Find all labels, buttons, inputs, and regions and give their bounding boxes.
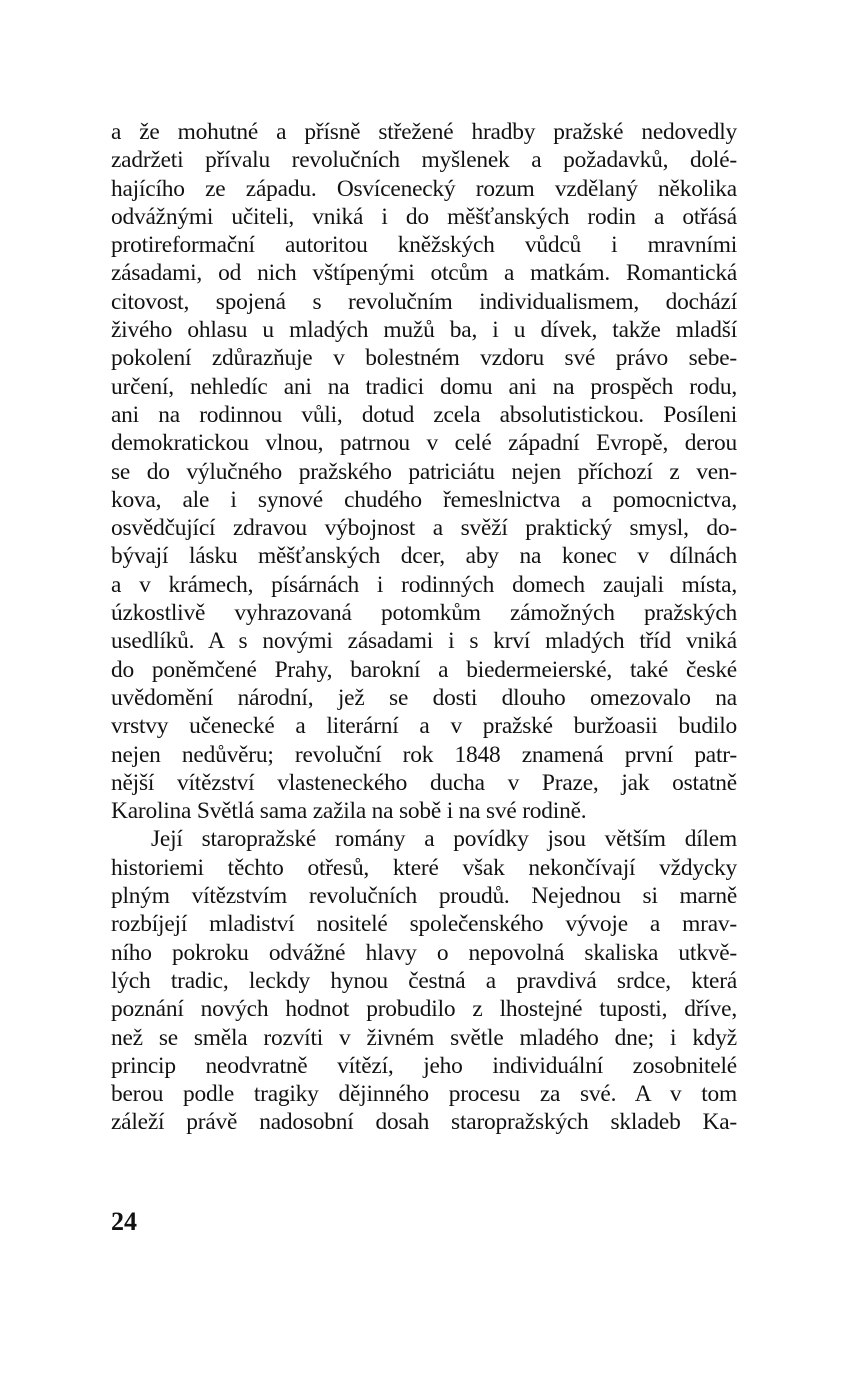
page-number: 24 (111, 1207, 137, 1236)
text-line: hajícího ze západu. Osvícenecký rozum vzdělaný několika (111, 175, 737, 202)
text-line: nější vítězství vlasteneckého ducha v Praze, jak ostatně (111, 769, 737, 796)
text-line: citovost, spojená s revolučním individualismem, dochází (111, 288, 737, 315)
text-line: do poněmčené Prahy, barokní a biedermeierské, také české (111, 656, 737, 683)
text-line: a že mohutné a přísně střežené hradby pražské nedovedly (111, 119, 737, 145)
paragraph-2 (111, 825, 737, 1136)
text-line: protireformační autoritou kněžských vůdců i mravními (111, 232, 737, 259)
text-line: záleží právě nadosobní dosah staropražských skladeb Ka- (111, 1109, 737, 1136)
text-line: kova, ale i synové chudého řemeslnictva a pomocnictva, (111, 486, 737, 513)
text-line: bývají lásku měšťanských dcer, aby na konec v dílnách (111, 543, 737, 570)
text-line: ního pokroku odvážné hlavy o nepovolná skaliska utkvě- (111, 939, 737, 966)
text-line: nejen nedůvěru; revoluční rok 1848 znamená první patr- (111, 741, 737, 768)
text-line: ani na rodinnou vůli, dotud zcela absolutistickou. Posíleni (111, 401, 737, 428)
text-line: se do výlučného pražského patriciátu nejen příchozí z ven- (111, 458, 737, 485)
text-line: úzkostlivě vyhrazovaná potomkům zámožných pražských (111, 600, 737, 627)
text-line: demokratickou vlnou, patrnou v celé západní Evropě, derou (111, 430, 737, 457)
text-line: zadržeti přívalu revolučních myšlenek a požadavků, dolé- (111, 147, 737, 174)
text-line: uvědomění národní, jež se dosti dlouho omezovalo na (111, 684, 737, 711)
text-line: Karolina Světlá sama zažila na sobě i na své rodině. (111, 798, 587, 825)
text-line: než se směla rozvíti v živném světle mladého dne; i když (111, 1024, 737, 1051)
text-line: zásadami, od nich vštípenými otcům a matkám. Romantická (111, 260, 737, 287)
text-line: plným vítězstvím revolučních proudů. Nejednou si marně (111, 883, 737, 910)
text-line: vrstvy učenecké a literární a v pražské buržoasii budilo (111, 713, 737, 740)
text-line: Její staropražské romány a povídky jsou větším dílem (151, 826, 737, 853)
text-line: lých tradic, leckdy hynou čestná a pravdivá srdce, která (111, 967, 737, 994)
text-line: určení, nehledíc ani na tradici domu ani na prospěch rodu, (111, 373, 737, 400)
text-line: berou podle tragiky dějinného procesu za své. A v tom (111, 1081, 737, 1108)
text-line: odvážnými učiteli, vniká i do měšťanských rodin a otřásá (111, 203, 737, 230)
text-line: a v krámech, písárnách i rodinných domech zaujali místa, (111, 571, 737, 598)
text-line: usedlíků. A s novými zásadami i s krví mladých tříd vniká (111, 628, 737, 655)
text-line: rozbíjejí mladiství nositelé společenského vývoje a mrav- (111, 911, 737, 938)
body-text (111, 118, 737, 1137)
text-line: pokolení zdůrazňuje v bolestném vzdoru své právo sebe- (111, 345, 737, 372)
text-line: živého ohlasu u mladých mužů ba, i u dívek, takže mladší (111, 317, 737, 344)
text-line: poznání nových hodnot probudilo z lhostejné tuposti, dříve, (111, 996, 737, 1023)
text-line: osvědčující zdravou výbojnost a svěží praktický smysl, do- (111, 515, 737, 542)
text-line: princip neodvratně vítězí, jeho individuální zosobnitelé (111, 1052, 737, 1079)
paragraph-1 (111, 118, 737, 825)
text-line: historiemi těchto otřesů, které však nekončívají vždycky (111, 854, 737, 881)
